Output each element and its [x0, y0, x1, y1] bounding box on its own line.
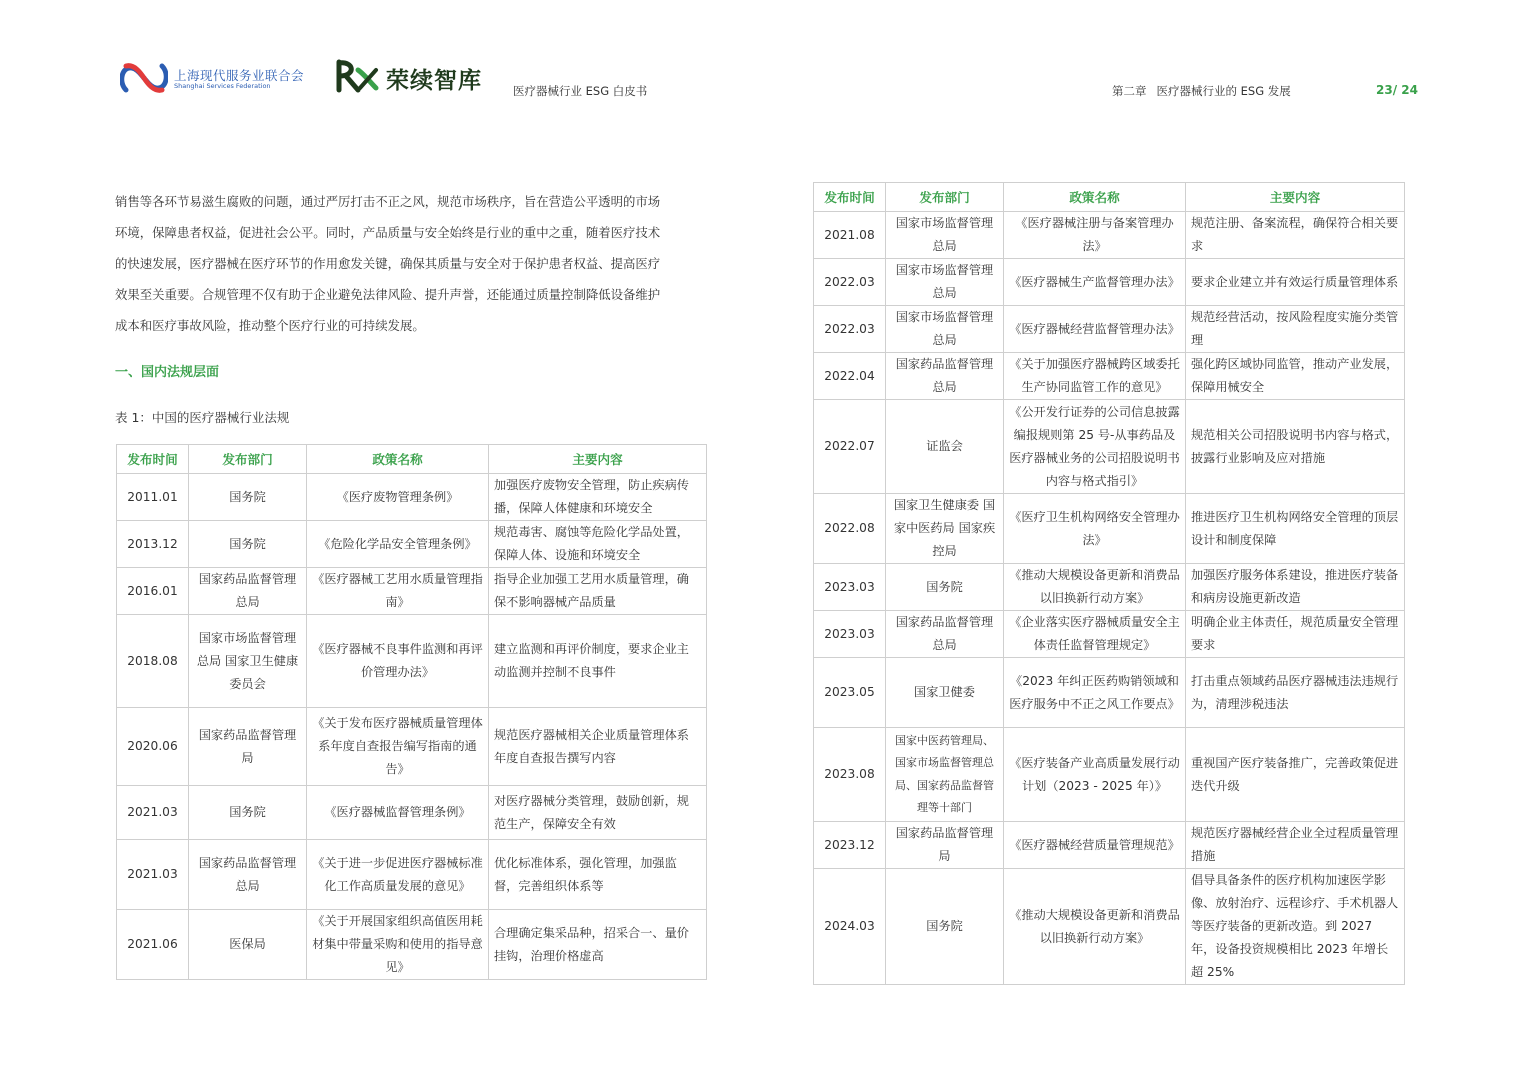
cell-policy: 《医疗卫生机构网络安全管理办法》	[1004, 494, 1186, 564]
cell-dept: 医保局	[189, 910, 307, 980]
cell-policy: 《公开发行证券的公司信息披露编报规则第 25 号-从事药品及医疗器械业务的公司招股说明书内容与格式指引》	[1004, 400, 1186, 494]
cell-policy: 《医疗器械不良事件监测和再评价管理办法》	[307, 615, 489, 708]
cell-content: 规范相关公司招股说明书内容与格式，披露行业影响及应对措施	[1186, 400, 1405, 494]
cell-dept: 国家药品监督管理局	[886, 822, 1004, 869]
table-row	[117, 786, 707, 840]
header-date: 发布时间	[814, 183, 886, 212]
table-row	[814, 564, 1405, 611]
header-content: 主要内容	[489, 445, 707, 474]
cell-date: 2021.03	[117, 840, 189, 910]
cell-content: 加强医疗废物安全管理，防止疾病传播，保障人体健康和环境安全	[489, 474, 707, 521]
cell-dept: 国务院	[189, 474, 307, 521]
header-policy: 政策名称	[307, 445, 489, 474]
cell-dept: 证监会	[886, 400, 1004, 494]
table-row	[117, 615, 707, 708]
cell-date: 2022.03	[814, 259, 886, 306]
table-row	[814, 658, 1405, 728]
cell-dept: 国家药品监督管理总局	[189, 840, 307, 910]
cell-dept: 国务院	[189, 786, 307, 840]
cell-date: 2023.12	[814, 822, 886, 869]
cell-dept: 国家药品监督管理局	[189, 708, 307, 786]
body-paragraph	[115, 186, 715, 341]
cell-content: 打击重点领域药品医疗器械违法违规行为，清理涉税违法	[1186, 658, 1405, 728]
table-row	[117, 840, 707, 910]
cell-content: 加强医疗服务体系建设，推进医疗装备和病房设施更新改造	[1186, 564, 1405, 611]
cell-date: 2020.06	[117, 708, 189, 786]
cell-policy: 《关于加强医疗器械跨区域委托生产协同监管工作的意见》	[1004, 353, 1186, 400]
table-row	[117, 521, 707, 568]
cell-content: 重视国产医疗装备推广，完善政策促进迭代升级	[1186, 728, 1405, 822]
regulation-table-right	[813, 182, 1405, 985]
cell-policy: 《医疗器械工艺用水质量管理指南》	[307, 568, 489, 615]
cell-policy: 《推动大规模设备更新和消费品以旧换新行动方案》	[1004, 869, 1186, 985]
table-row	[814, 400, 1405, 494]
cell-date: 2023.08	[814, 728, 886, 822]
table-row	[814, 611, 1405, 658]
header-content: 主要内容	[1186, 183, 1405, 212]
paragraph-line: 效果至关重要。合规管理不仅有助于企业避免法律风险、提升声誉，还能通过质量控制降低设备维护	[115, 287, 661, 302]
cell-date: 2021.03	[117, 786, 189, 840]
header-dept: 发布部门	[189, 445, 307, 474]
cell-dept: 国家市场监督管理总局	[886, 212, 1004, 259]
org-name-en: Shanghai Services Federation	[174, 82, 271, 90]
cell-date: 2024.03	[814, 869, 886, 985]
table-row	[814, 494, 1405, 564]
cell-content: 要求企业建立并有效运行质量管理体系	[1186, 259, 1405, 306]
regulation-table-left	[116, 444, 707, 980]
cell-policy: 《医疗器械监督管理条例》	[307, 786, 489, 840]
cell-date: 2023.03	[814, 564, 886, 611]
cell-content: 推进医疗卫生机构网络安全管理的顶层设计和制度保障	[1186, 494, 1405, 564]
table-row	[117, 568, 707, 615]
chapter-title: 医疗器械行业的 ESG 发展	[1156, 84, 1291, 98]
cell-dept: 国家市场监督管理总局 国家卫生健康委员会	[189, 615, 307, 708]
document-title: 医疗器械行业 ESG 白皮书	[513, 84, 648, 98]
cell-content: 建立监测和再评价制度，要求企业主动监测并控制不良事件	[489, 615, 707, 708]
cell-content: 强化跨区域协同监管，推动产业发展，保障用械安全	[1186, 353, 1405, 400]
cell-date: 2022.03	[814, 306, 886, 353]
page-number: 23/ 24	[1376, 83, 1418, 97]
ssf-logo	[120, 60, 320, 100]
ssf-logo-icon	[120, 60, 168, 96]
cell-dept: 国家药品监督管理总局	[886, 611, 1004, 658]
cell-content: 规范医疗器械经营企业全过程质量管理措施	[1186, 822, 1405, 869]
table-row	[117, 708, 707, 786]
rx-logo-icon	[336, 58, 380, 94]
table-row	[814, 306, 1405, 353]
paragraph-line: 的快速发展，医疗器械在医疗环节的作用愈发关键，确保其质量与安全对于保护患者权益、提高医疗	[115, 256, 661, 271]
cell-dept: 国务院	[189, 521, 307, 568]
cell-dept: 国务院	[886, 869, 1004, 985]
cell-content: 规范医疗器械相关企业质量管理体系年度自查报告撰写内容	[489, 708, 707, 786]
brand-name: 荣续智库	[386, 68, 482, 94]
cell-content: 倡导具备条件的医疗机构加速医学影像、放射治疗、远程诊疗、手术机器人等医疗装备的更新改造。到 2027 年，设备投资规模相比 2023 年增长超 25%	[1186, 869, 1405, 985]
cell-dept: 国家中医药管理局、国家市场监督管理总局、国家药品监督管理等十部门	[886, 728, 1004, 822]
cell-content: 优化标准体系，强化管理，加强监督，完善组织体系等	[489, 840, 707, 910]
cell-dept: 国家卫健委	[886, 658, 1004, 728]
cell-date: 2021.08	[814, 212, 886, 259]
cell-policy: 《关于发布医疗器械质量管理体系年度自查报告编写指南的通告》	[307, 708, 489, 786]
cell-date: 2021.06	[117, 910, 189, 980]
cell-date: 2023.03	[814, 611, 886, 658]
cell-dept: 国家药品监督管理总局	[189, 568, 307, 615]
cell-date: 2022.04	[814, 353, 886, 400]
cell-policy: 《医疗器械经营监督管理办法》	[1004, 306, 1186, 353]
header-dept: 发布部门	[886, 183, 1004, 212]
cell-content: 规范注册、备案流程，确保符合相关要求	[1186, 212, 1405, 259]
table-header-row	[814, 183, 1405, 212]
chapter-header	[1112, 83, 1291, 99]
cell-policy: 《推动大规模设备更新和消费品以旧换新行动方案》	[1004, 564, 1186, 611]
cell-date: 2018.08	[117, 615, 189, 708]
cell-date: 2011.01	[117, 474, 189, 521]
chapter-label: 第二章	[1112, 84, 1147, 98]
cell-dept: 国家市场监督管理总局	[886, 259, 1004, 306]
table-row	[117, 910, 707, 980]
cell-content: 合理确定集采品种，招采合一、量价挂钩，治理价格虚高	[489, 910, 707, 980]
table-row	[814, 869, 1405, 985]
cell-dept: 国家药品监督管理总局	[886, 353, 1004, 400]
table-row	[814, 728, 1405, 822]
table-row	[814, 259, 1405, 306]
table-caption: 表 1：中国的医疗器械行业法规	[115, 410, 290, 425]
table-header-row	[117, 445, 707, 474]
cell-policy: 《关于开展国家组织高值医用耗材集中带量采购和使用的指导意见》	[307, 910, 489, 980]
header-date: 发布时间	[117, 445, 189, 474]
cell-dept: 国务院	[886, 564, 1004, 611]
cell-content: 规范毒害、腐蚀等危险化学品处置，保障人体、设施和环境安全	[489, 521, 707, 568]
cell-content: 规范经营活动，按风险程度实施分类管理	[1186, 306, 1405, 353]
cell-content: 明确企业主体责任，规范质量安全管理要求	[1186, 611, 1405, 658]
cell-date: 2013.12	[117, 521, 189, 568]
paragraph-line: 销售等各环节易滋生腐败的问题，通过严厉打击不正之风，规范市场秩序，旨在营造公平透明的市场	[115, 194, 661, 209]
cell-date: 2022.07	[814, 400, 886, 494]
cell-policy: 《医疗器械注册与备案管理办法》	[1004, 212, 1186, 259]
paragraph-line: 环境，保障患者权益，促进社会公平。同时，产品质量与安全始终是行业的重中之重，随着医疗技术	[115, 225, 661, 240]
cell-policy: 《医疗废物管理条例》	[307, 474, 489, 521]
cell-policy: 《关于进一步促进医疗器械标准化工作高质量发展的意见》	[307, 840, 489, 910]
cell-content: 指导企业加强工艺用水质量管理，确保不影响器械产品质量	[489, 568, 707, 615]
cell-dept: 国家卫生健康委 国家中医药局 国家疾控局	[886, 494, 1004, 564]
section-heading: 一、国内法规层面	[115, 365, 220, 380]
cell-policy: 《医疗装备产业高质量发展行动计划（2023 - 2025 年）》	[1004, 728, 1186, 822]
cell-date: 2023.05	[814, 658, 886, 728]
cell-content: 对医疗器械分类管理，鼓励创新，规范生产，保障安全有效	[489, 786, 707, 840]
table-row	[814, 353, 1405, 400]
table-row	[814, 822, 1405, 869]
cell-policy: 《危险化学品安全管理条例》	[307, 521, 489, 568]
cell-policy: 《医疗器械经营质量管理规范》	[1004, 822, 1186, 869]
cell-policy: 《企业落实医疗器械质量安全主体责任监督管理规定》	[1004, 611, 1186, 658]
org-name-cn: 上海现代服务业联合会	[174, 68, 305, 83]
table-row	[814, 212, 1405, 259]
cell-date: 2016.01	[117, 568, 189, 615]
cell-dept: 国家市场监督管理总局	[886, 306, 1004, 353]
paragraph-line: 成本和医疗事故风险，推动整个医疗行业的可持续发展。	[115, 318, 425, 333]
cell-date: 2022.08	[814, 494, 886, 564]
table-row	[117, 474, 707, 521]
header-policy: 政策名称	[1004, 183, 1186, 212]
cell-policy: 《医疗器械生产监督管理办法》	[1004, 259, 1186, 306]
cell-policy: 《2023 年纠正医药购销领域和医疗服务中不正之风工作要点》	[1004, 658, 1186, 728]
brand-logo	[336, 58, 506, 98]
